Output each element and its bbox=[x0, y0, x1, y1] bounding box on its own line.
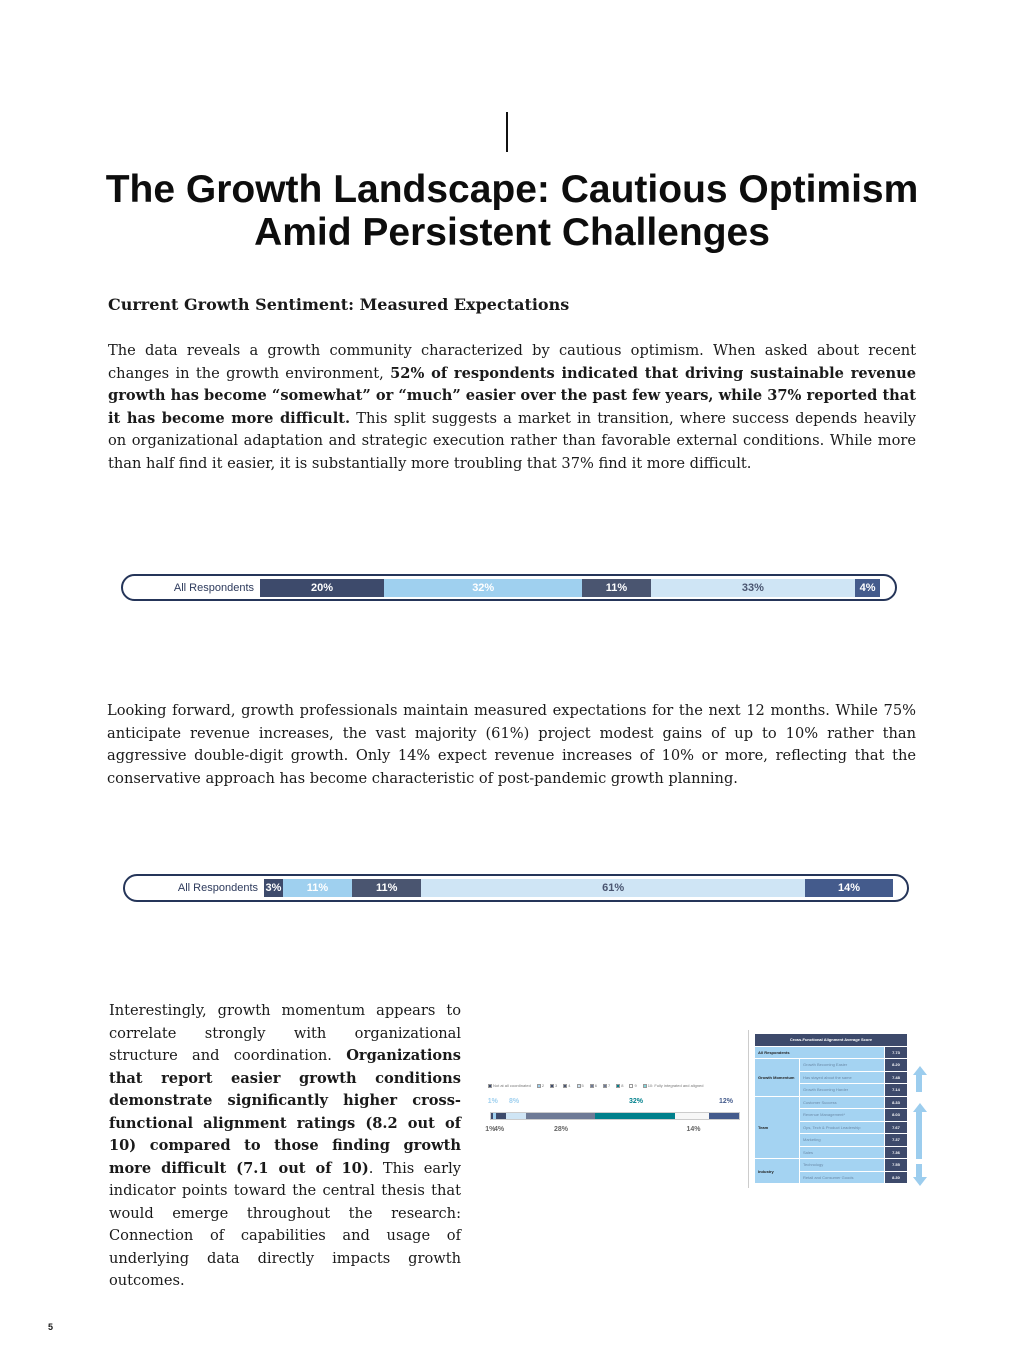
stacked-bar bbox=[490, 1112, 740, 1120]
legend-swatch bbox=[643, 1084, 647, 1088]
paragraph-3 bbox=[109, 1000, 461, 1293]
score: 8.20 bbox=[885, 1059, 907, 1071]
stack-segment bbox=[496, 1113, 506, 1119]
legend-item bbox=[590, 1083, 597, 1088]
score: 7.37 bbox=[885, 1134, 907, 1146]
score: 8.03 bbox=[885, 1109, 907, 1121]
score: 8.30 bbox=[885, 1172, 907, 1184]
page-number: 5 bbox=[48, 1322, 54, 1332]
text: The data reveals a growth community characterized by cautious optimism. When asked about recent changes in the growth environment, bbox=[108, 342, 916, 382]
table-row bbox=[755, 1047, 907, 1059]
paragraph-1 bbox=[108, 340, 916, 475]
bar-segments bbox=[260, 579, 880, 597]
bold-text: 52% of respondents indicated that driving sustainable revenue growth has become “somewhat” or “much” easier over the past few years, while 37% reported that it has become more difficult. bbox=[108, 364, 916, 427]
legend-item bbox=[603, 1083, 610, 1088]
bar-segment: 3% bbox=[264, 879, 283, 897]
table-header: Cross-Functional Alignment Average Score bbox=[755, 1034, 907, 1046]
segment-label: 1% bbox=[487, 1098, 498, 1105]
section-heading: Current Growth Sentiment: Measured Expectations bbox=[108, 295, 570, 314]
bar-segment: 33% bbox=[651, 579, 856, 597]
segment-label: 14% bbox=[686, 1126, 701, 1133]
sentiment-bar bbox=[121, 574, 897, 601]
arrow-up-icon bbox=[913, 1103, 925, 1159]
row-label: Customer Success bbox=[800, 1097, 884, 1109]
text: Interestingly, growth momentum appears to correlate strongly with organizational structure and coordination. bbox=[109, 1002, 461, 1064]
segment-label: 28% bbox=[554, 1126, 569, 1133]
table-row bbox=[755, 1159, 907, 1171]
arrow-up-icon bbox=[913, 1066, 925, 1092]
legend-label: 6 bbox=[594, 1083, 597, 1088]
alignment-score-table bbox=[754, 1033, 908, 1184]
legend-label: 10: Fully integrated and aligned bbox=[647, 1083, 704, 1088]
legend-label: Not at all coordinated bbox=[493, 1083, 531, 1088]
row-label: Has stayed about the same bbox=[800, 1072, 884, 1084]
segment-label: 32% bbox=[629, 1098, 644, 1105]
bar-segment: 11% bbox=[582, 579, 650, 597]
bar-segment: 20% bbox=[260, 579, 384, 597]
score: 7.14 bbox=[885, 1084, 907, 1096]
bar-segment: 11% bbox=[352, 879, 421, 897]
segment-label: 12% bbox=[719, 1098, 734, 1105]
legend-label: 7 bbox=[607, 1083, 611, 1088]
legend-item bbox=[550, 1083, 557, 1088]
text: . This early indicator points toward the central thesis that would emerge throughout the research: Connection of capabilities and usage of underlying data directly impacts growth outcomes. bbox=[109, 1159, 461, 1289]
table-row bbox=[755, 1059, 907, 1071]
legend-item bbox=[616, 1083, 623, 1088]
page-title: The Growth Landscape: Cautious Optimism Amid Persistent Challenges bbox=[105, 168, 919, 254]
coordination-chart bbox=[485, 1083, 743, 1133]
legend-swatch bbox=[537, 1084, 541, 1088]
legend-label: 9 bbox=[634, 1083, 637, 1088]
group-label: Growth Momentum bbox=[755, 1059, 799, 1096]
row-label: Sales bbox=[800, 1147, 884, 1159]
legend-item bbox=[563, 1083, 570, 1088]
row-label: Revenue Management* bbox=[800, 1109, 884, 1121]
score: 8.33 bbox=[885, 1097, 907, 1109]
text: This split suggests a market in transition, where success depends heavily on organizational adaptation and strategic execution rather than favorable external conditions. While more than half find it easier, it is substantially more troubling that 37% find it more difficult. bbox=[108, 409, 917, 472]
table-divider bbox=[748, 1030, 749, 1188]
legend-swatch bbox=[629, 1084, 633, 1088]
score: 7.55 bbox=[885, 1159, 907, 1171]
legend-item bbox=[629, 1083, 636, 1088]
row-label: Retail and Consumer Goods bbox=[800, 1172, 884, 1184]
legend-item bbox=[643, 1083, 704, 1088]
legend-swatch bbox=[488, 1084, 492, 1088]
bar-segment: 32% bbox=[384, 579, 582, 597]
legend-item bbox=[537, 1083, 544, 1088]
legend-label: 5 bbox=[581, 1083, 584, 1088]
paragraph-2: Looking forward, growth professionals maintain measured expectations for the next 12 months. While 75% anticipate revenue increases, the vast majority (61%) project modest gains of up to 10% rather than aggressive double-digit growth. Only 14% expect revenue increases of 10% or more, reflecting that the conservative approach has become characteristic of post-pandemic growth planning. bbox=[107, 702, 916, 787]
score: 7.73 bbox=[885, 1047, 907, 1059]
score: 7.36 bbox=[885, 1147, 907, 1159]
stack-segment bbox=[595, 1113, 674, 1119]
bold-text: Organizations that report easier growth conditions demonstrate significantly higher cross-functional alignment ratings (8.2 out of 10) compared to those finding growth more difficult (7.1 out of 10) bbox=[109, 1047, 461, 1177]
bar-segment: 61% bbox=[421, 879, 805, 897]
chart-legend bbox=[488, 1083, 743, 1088]
segment-label: 4% bbox=[494, 1126, 505, 1133]
legend-swatch bbox=[550, 1084, 554, 1088]
legend-item bbox=[577, 1083, 584, 1088]
legend-label: 8 bbox=[621, 1083, 624, 1088]
row-label: Ops, Tech & Product Leadership bbox=[800, 1122, 884, 1134]
legend-label: 3 bbox=[555, 1083, 558, 1088]
row-label: All Respondents bbox=[755, 1047, 884, 1059]
stack-segment bbox=[675, 1113, 710, 1119]
row-label: Growth Becoming Easier bbox=[800, 1059, 884, 1071]
group-label: Team bbox=[755, 1097, 799, 1159]
stack-segment bbox=[526, 1113, 595, 1119]
table-row bbox=[755, 1097, 907, 1109]
legend-label: 4 bbox=[568, 1083, 571, 1088]
stack-segment bbox=[709, 1113, 739, 1119]
stack-segment bbox=[506, 1113, 526, 1119]
bar-segment: 14% bbox=[805, 879, 893, 897]
legend-swatch bbox=[603, 1084, 607, 1088]
legend-item bbox=[488, 1083, 531, 1088]
row-label: Marketing bbox=[800, 1134, 884, 1146]
legend-swatch bbox=[616, 1084, 620, 1088]
row-label: Growth Becoming Harder bbox=[800, 1084, 884, 1096]
expectations-bar bbox=[123, 874, 909, 902]
segment-label: 8% bbox=[509, 1098, 520, 1105]
legend-swatch bbox=[563, 1084, 567, 1088]
bar-label: All Respondents bbox=[177, 882, 258, 894]
legend-label: 2 bbox=[541, 1083, 545, 1088]
divider-line bbox=[506, 112, 508, 152]
row-label: Technology bbox=[800, 1159, 884, 1171]
score: 7.67 bbox=[885, 1122, 907, 1134]
bar-segments bbox=[264, 879, 893, 897]
bar-segment: 11% bbox=[283, 879, 352, 897]
segment-label: 1% bbox=[485, 1126, 496, 1133]
legend-swatch bbox=[590, 1084, 594, 1088]
arrow-down-icon bbox=[913, 1164, 925, 1186]
legend-swatch bbox=[577, 1084, 581, 1088]
bar-label: All Respondents bbox=[173, 581, 254, 594]
group-label: Industry bbox=[755, 1159, 799, 1183]
score: 7.48 bbox=[885, 1072, 907, 1084]
bar-segment: 4% bbox=[855, 579, 880, 597]
